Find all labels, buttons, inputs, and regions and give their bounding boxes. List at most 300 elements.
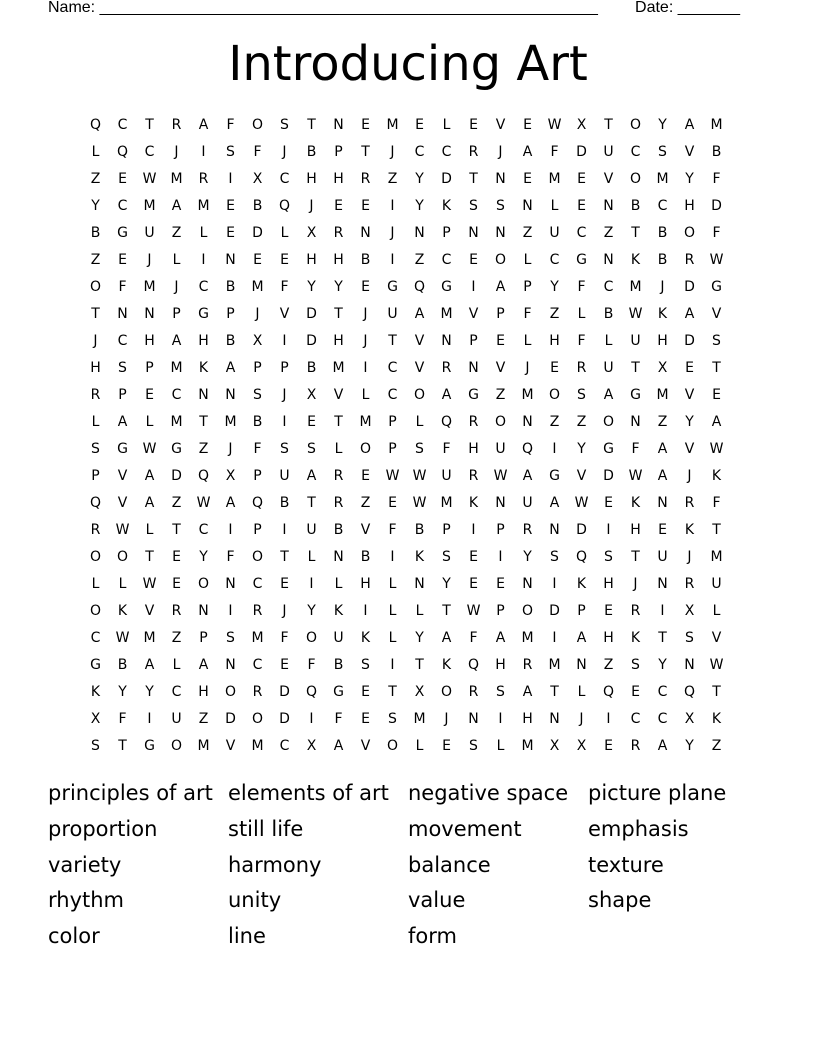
grid-letter: K	[576, 576, 587, 592]
grid-letter: X	[90, 711, 101, 727]
grid-letter: J	[390, 144, 395, 160]
grid-row	[82, 463, 742, 490]
grid-letter: G	[468, 387, 479, 403]
grid-letter: X	[414, 684, 425, 700]
grid-letter: T	[712, 522, 721, 538]
grid-letter: R	[171, 603, 182, 619]
grid-letter: Y	[91, 198, 100, 214]
grid-letter: A	[657, 468, 668, 484]
word-list-item: picture plane	[588, 781, 727, 805]
grid-letter: L	[415, 738, 424, 754]
grid-letter: N	[225, 387, 236, 403]
grid-letter: F	[442, 441, 451, 457]
grid-letter: I	[552, 630, 557, 646]
grid-letter: F	[226, 549, 235, 565]
grid-letter: I	[498, 549, 503, 565]
grid-letter: E	[172, 549, 181, 565]
grid-letter: U	[441, 468, 452, 484]
grid-letter: O	[89, 549, 102, 565]
grid-letter: I	[498, 711, 503, 727]
grid-letter: T	[334, 414, 343, 430]
grid-letter: R	[468, 684, 479, 700]
grid-letter: S	[496, 198, 505, 214]
grid-letter: M	[413, 711, 426, 727]
grid-letter: I	[309, 576, 314, 592]
grid-letter: I	[471, 279, 476, 295]
grid-letter: M	[170, 360, 183, 376]
grid-letter: H	[333, 333, 344, 349]
grid-letter: C	[414, 144, 425, 160]
grid-letter: E	[469, 117, 478, 133]
grid-letter: O	[548, 387, 561, 403]
grid-letter: D	[441, 171, 452, 187]
grid-letter: T	[307, 117, 316, 133]
grid-letter: J	[444, 711, 449, 727]
grid-letter: J	[147, 252, 152, 268]
grid-letter: T	[550, 684, 559, 700]
grid-letter: H	[468, 441, 479, 457]
grid-letter: Y	[685, 738, 694, 754]
grid-letter: K	[441, 198, 452, 214]
grid-letter: I	[390, 198, 395, 214]
grid-letter: C	[576, 225, 587, 241]
grid-letter: U	[144, 225, 155, 241]
grid-letter: H	[603, 630, 614, 646]
grid-letter: L	[415, 414, 424, 430]
grid-letter: A	[549, 495, 560, 511]
grid-letter: S	[550, 549, 559, 565]
grid-letter: A	[225, 495, 236, 511]
grid-letter: L	[523, 333, 532, 349]
grid-letter: R	[333, 468, 344, 484]
grid-letter: E	[280, 576, 289, 592]
grid-letter: D	[306, 333, 317, 349]
grid-letter: Z	[387, 171, 398, 187]
grid-letter: Y	[577, 441, 586, 457]
grid-letter: B	[360, 549, 371, 565]
grid-letter: I	[390, 549, 395, 565]
grid-letter: F	[712, 171, 721, 187]
grid-letter: M	[386, 117, 399, 133]
grid-letter: G	[333, 684, 344, 700]
grid-letter: E	[604, 495, 613, 511]
grid-letter: Y	[685, 414, 694, 430]
grid-letter: I	[363, 603, 368, 619]
grid-letter: G	[549, 468, 560, 484]
grid-letter: A	[225, 360, 236, 376]
grid-letter: V	[360, 522, 371, 538]
grid-letter: P	[145, 360, 154, 376]
grid-letter: S	[361, 657, 370, 673]
grid-letter: U	[630, 333, 641, 349]
grid-letter: X	[684, 603, 695, 619]
grid-letter: B	[252, 198, 263, 214]
grid-letter: M	[143, 279, 156, 295]
grid-letter: L	[91, 144, 100, 160]
grid-letter: Z	[603, 225, 614, 241]
grid-letter: S	[469, 738, 478, 754]
grid-letter: M	[440, 306, 453, 322]
grid-letter: Y	[550, 279, 559, 295]
grid-letter: I	[606, 522, 611, 538]
grid-letter: N	[441, 333, 452, 349]
grid-letter: U	[603, 360, 614, 376]
grid-letter: S	[577, 387, 586, 403]
grid-letter: Z	[549, 414, 560, 430]
grid-letter: Y	[658, 117, 667, 133]
grid-letter: Z	[360, 495, 371, 511]
grid-letter: F	[631, 441, 640, 457]
grid-letter: T	[388, 684, 397, 700]
grid-letter: C	[441, 252, 452, 268]
grid-letter: F	[253, 441, 262, 457]
grid-letter: T	[307, 495, 316, 511]
grid-letter: C	[279, 738, 290, 754]
grid-letter: B	[333, 522, 344, 538]
grid-letter: R	[252, 603, 263, 619]
grid-letter: L	[199, 225, 208, 241]
grid-row	[82, 274, 742, 301]
grid-letter: K	[711, 711, 722, 727]
grid-letter: Z	[522, 225, 533, 241]
word-search-grid	[82, 112, 742, 760]
grid-letter: A	[495, 279, 506, 295]
grid-letter: O	[170, 738, 183, 754]
grid-letter: P	[199, 630, 208, 646]
grid-letter: R	[90, 387, 101, 403]
grid-letter: U	[549, 225, 560, 241]
grid-letter: Q	[521, 441, 534, 457]
grid-letter: B	[657, 252, 668, 268]
grid-letter: F	[712, 495, 721, 511]
grid-letter: T	[280, 549, 289, 565]
grid-letter: V	[414, 360, 425, 376]
grid-letter: A	[333, 738, 344, 754]
grid-letter: R	[333, 495, 344, 511]
grid-letter: Z	[171, 630, 182, 646]
grid-letter: L	[91, 414, 100, 430]
grid-letter: E	[712, 387, 721, 403]
grid-letter: V	[144, 603, 155, 619]
grid-letter: G	[576, 252, 587, 268]
grid-letter: F	[307, 657, 316, 673]
grid-letter: Y	[442, 576, 451, 592]
grid-letter: I	[228, 171, 233, 187]
grid-letter: T	[469, 171, 478, 187]
grid-letter: W	[628, 468, 643, 484]
grid-letter: G	[630, 387, 641, 403]
grid-letter: F	[226, 117, 235, 133]
grid-letter: I	[282, 333, 287, 349]
grid-letter: W	[709, 441, 724, 457]
grid-letter: E	[172, 576, 181, 592]
grid-letter: J	[282, 144, 287, 160]
grid-letter: O	[494, 414, 507, 430]
grid-letter: C	[252, 576, 263, 592]
grid-letter: G	[117, 441, 128, 457]
grid-letter: N	[333, 117, 344, 133]
grid-letter: E	[145, 387, 154, 403]
grid-letter: I	[552, 576, 557, 592]
grid-row	[82, 328, 742, 355]
grid-letter: N	[657, 495, 668, 511]
grid-row	[82, 220, 742, 247]
grid-letter: A	[441, 387, 452, 403]
grid-letter: J	[93, 333, 98, 349]
grid-letter: R	[468, 414, 479, 430]
grid-letter: V	[711, 306, 722, 322]
grid-letter: Q	[197, 468, 210, 484]
grid-letter: R	[684, 576, 695, 592]
grid-letter: M	[251, 279, 264, 295]
grid-letter: L	[442, 117, 451, 133]
grid-row	[82, 679, 742, 706]
grid-letter: A	[576, 630, 587, 646]
grid-letter: Y	[685, 171, 694, 187]
grid-letter: T	[91, 306, 100, 322]
grid-letter: G	[198, 306, 209, 322]
grid-letter: L	[145, 522, 154, 538]
grid-letter: T	[658, 630, 667, 646]
name-field: Name: ________________________________________________________	[48, 0, 598, 16]
grid-letter: B	[333, 657, 344, 673]
grid-letter: K	[117, 603, 128, 619]
grid-letter: W	[142, 576, 157, 592]
grid-letter: J	[687, 549, 692, 565]
grid-letter: N	[549, 711, 560, 727]
grid-letter: W	[142, 171, 157, 187]
grid-letter: L	[145, 414, 154, 430]
grid-letter: G	[117, 225, 128, 241]
grid-letter: I	[660, 603, 665, 619]
grid-letter: Z	[90, 171, 101, 187]
grid-letter: F	[577, 333, 586, 349]
grid-letter: M	[521, 630, 534, 646]
grid-letter: B	[657, 225, 668, 241]
grid-letter: C	[279, 171, 290, 187]
grid-letter: S	[118, 360, 127, 376]
grid-letter: Q	[89, 495, 102, 511]
grid-letter: O	[224, 684, 237, 700]
grid-letter: G	[603, 441, 614, 457]
grid-letter: F	[253, 144, 262, 160]
grid-letter: P	[253, 360, 262, 376]
grid-letter: L	[91, 576, 100, 592]
grid-letter: M	[197, 738, 210, 754]
grid-letter: P	[226, 306, 235, 322]
grid-letter: Z	[711, 738, 722, 754]
word-list-item: harmony	[228, 852, 322, 877]
grid-letter: O	[602, 414, 615, 430]
grid-letter: K	[468, 495, 479, 511]
grid-letter: Y	[307, 279, 316, 295]
grid-row	[82, 193, 742, 220]
grid-letter: V	[360, 738, 371, 754]
grid-row	[82, 301, 742, 328]
grid-letter: S	[442, 549, 451, 565]
grid-letter: O	[494, 252, 507, 268]
grid-letter: D	[279, 711, 290, 727]
grid-letter: S	[226, 144, 235, 160]
grid-letter: S	[280, 441, 289, 457]
word-list-item: proportion	[48, 816, 158, 841]
grid-letter: N	[468, 360, 479, 376]
word-list	[48, 776, 768, 955]
grid-letter: K	[630, 252, 641, 268]
grid-letter: U	[333, 630, 344, 646]
grid-letter: E	[550, 360, 559, 376]
grid-letter: T	[631, 225, 640, 241]
grid-letter: L	[388, 576, 397, 592]
grid-letter: E	[361, 198, 370, 214]
grid-letter: X	[252, 171, 263, 187]
grid-letter: G	[144, 738, 155, 754]
grid-letter: G	[441, 279, 452, 295]
grid-letter: D	[684, 279, 695, 295]
grid-letter: D	[576, 144, 587, 160]
grid-letter: A	[144, 495, 155, 511]
grid-letter: K	[711, 468, 722, 484]
grid-letter: S	[415, 441, 424, 457]
grid-letter: R	[90, 522, 101, 538]
grid-letter: V	[495, 360, 506, 376]
grid-letter: F	[577, 279, 586, 295]
grid-letter: L	[361, 387, 370, 403]
grid-letter: J	[282, 603, 287, 619]
grid-letter: N	[144, 306, 155, 322]
grid-letter: A	[603, 387, 614, 403]
grid-letter: V	[603, 171, 614, 187]
grid-letter: P	[253, 522, 262, 538]
grid-letter: X	[657, 360, 668, 376]
grid-letter: T	[172, 522, 181, 538]
grid-letter: T	[415, 657, 424, 673]
grid-letter: P	[91, 468, 100, 484]
grid-row	[82, 166, 742, 193]
grid-letter: H	[90, 360, 101, 376]
grid-letter: N	[117, 306, 128, 322]
grid-letter: E	[496, 576, 505, 592]
grid-letter: P	[577, 603, 586, 619]
grid-letter: Q	[467, 657, 480, 673]
grid-letter: H	[603, 576, 614, 592]
grid-letter: I	[228, 603, 233, 619]
grid-letter: R	[171, 117, 182, 133]
grid-letter: W	[547, 117, 562, 133]
grid-letter: A	[495, 630, 506, 646]
grid-letter: N	[225, 657, 236, 673]
grid-letter: J	[363, 333, 368, 349]
grid-letter: O	[386, 738, 399, 754]
grid-letter: H	[306, 252, 317, 268]
grid-letter: M	[710, 117, 723, 133]
grid-letter: L	[577, 684, 586, 700]
grid-letter: S	[604, 549, 613, 565]
grid-letter: L	[280, 225, 289, 241]
grid-letter: R	[522, 522, 533, 538]
grid-letter: E	[523, 171, 532, 187]
grid-letter: R	[576, 360, 587, 376]
grid-letter: W	[709, 252, 724, 268]
grid-letter: V	[225, 738, 236, 754]
grid-letter: L	[334, 576, 343, 592]
grid-letter: R	[684, 252, 695, 268]
header-row	[48, 0, 740, 19]
grid-letter: H	[657, 333, 668, 349]
grid-letter: D	[306, 306, 317, 322]
grid-row	[82, 544, 742, 571]
grid-letter: L	[550, 198, 559, 214]
grid-letter: E	[415, 117, 424, 133]
grid-letter: I	[201, 144, 206, 160]
word-list-item: negative space	[408, 781, 569, 805]
word-list-item: color	[48, 924, 100, 949]
grid-letter: F	[712, 225, 721, 241]
grid-letter: Z	[90, 252, 101, 268]
grid-letter: A	[144, 657, 155, 673]
grid-letter: M	[548, 657, 561, 673]
grid-letter: M	[332, 360, 345, 376]
grid-letter: I	[282, 414, 287, 430]
grid-row	[82, 382, 742, 409]
grid-letter: C	[657, 198, 668, 214]
grid-letter: R	[630, 603, 641, 619]
grid-letter: G	[171, 441, 182, 457]
grid-letter: E	[280, 657, 289, 673]
grid-letter: J	[390, 225, 395, 241]
grid-letter: J	[498, 144, 503, 160]
grid-letter: O	[251, 117, 264, 133]
grid-letter: C	[117, 198, 128, 214]
grid-letter: J	[174, 279, 179, 295]
grid-letter: M	[521, 387, 534, 403]
grid-letter: I	[147, 711, 152, 727]
grid-letter: J	[228, 441, 233, 457]
grid-letter: E	[118, 171, 127, 187]
grid-letter: H	[144, 333, 155, 349]
grid-letter: U	[603, 144, 614, 160]
grid-letter: Q	[251, 495, 264, 511]
grid-letter: X	[306, 738, 317, 754]
grid-letter: U	[522, 495, 533, 511]
grid-letter: H	[333, 171, 344, 187]
grid-letter: Q	[440, 414, 453, 430]
grid-letter: S	[658, 144, 667, 160]
grid-letter: T	[334, 306, 343, 322]
grid-letter: F	[280, 630, 289, 646]
grid-letter: C	[630, 144, 641, 160]
grid-letter: S	[496, 684, 505, 700]
grid-row	[82, 625, 742, 652]
grid-letter: B	[306, 144, 317, 160]
grid-letter: A	[684, 306, 695, 322]
word-list-item: still life	[228, 816, 304, 841]
grid-letter: C	[90, 630, 101, 646]
grid-letter: A	[171, 198, 182, 214]
grid-letter: D	[576, 522, 587, 538]
grid-letter: E	[577, 198, 586, 214]
grid-row	[82, 706, 742, 733]
grid-letter: N	[468, 225, 479, 241]
grid-letter: P	[118, 387, 127, 403]
grid-letter: D	[171, 468, 182, 484]
grid-letter: N	[495, 495, 506, 511]
word-list-item: balance	[408, 852, 491, 877]
grid-letter: H	[198, 333, 209, 349]
grid-letter: U	[387, 306, 398, 322]
grid-letter: L	[388, 603, 397, 619]
grid-letter: E	[361, 684, 370, 700]
